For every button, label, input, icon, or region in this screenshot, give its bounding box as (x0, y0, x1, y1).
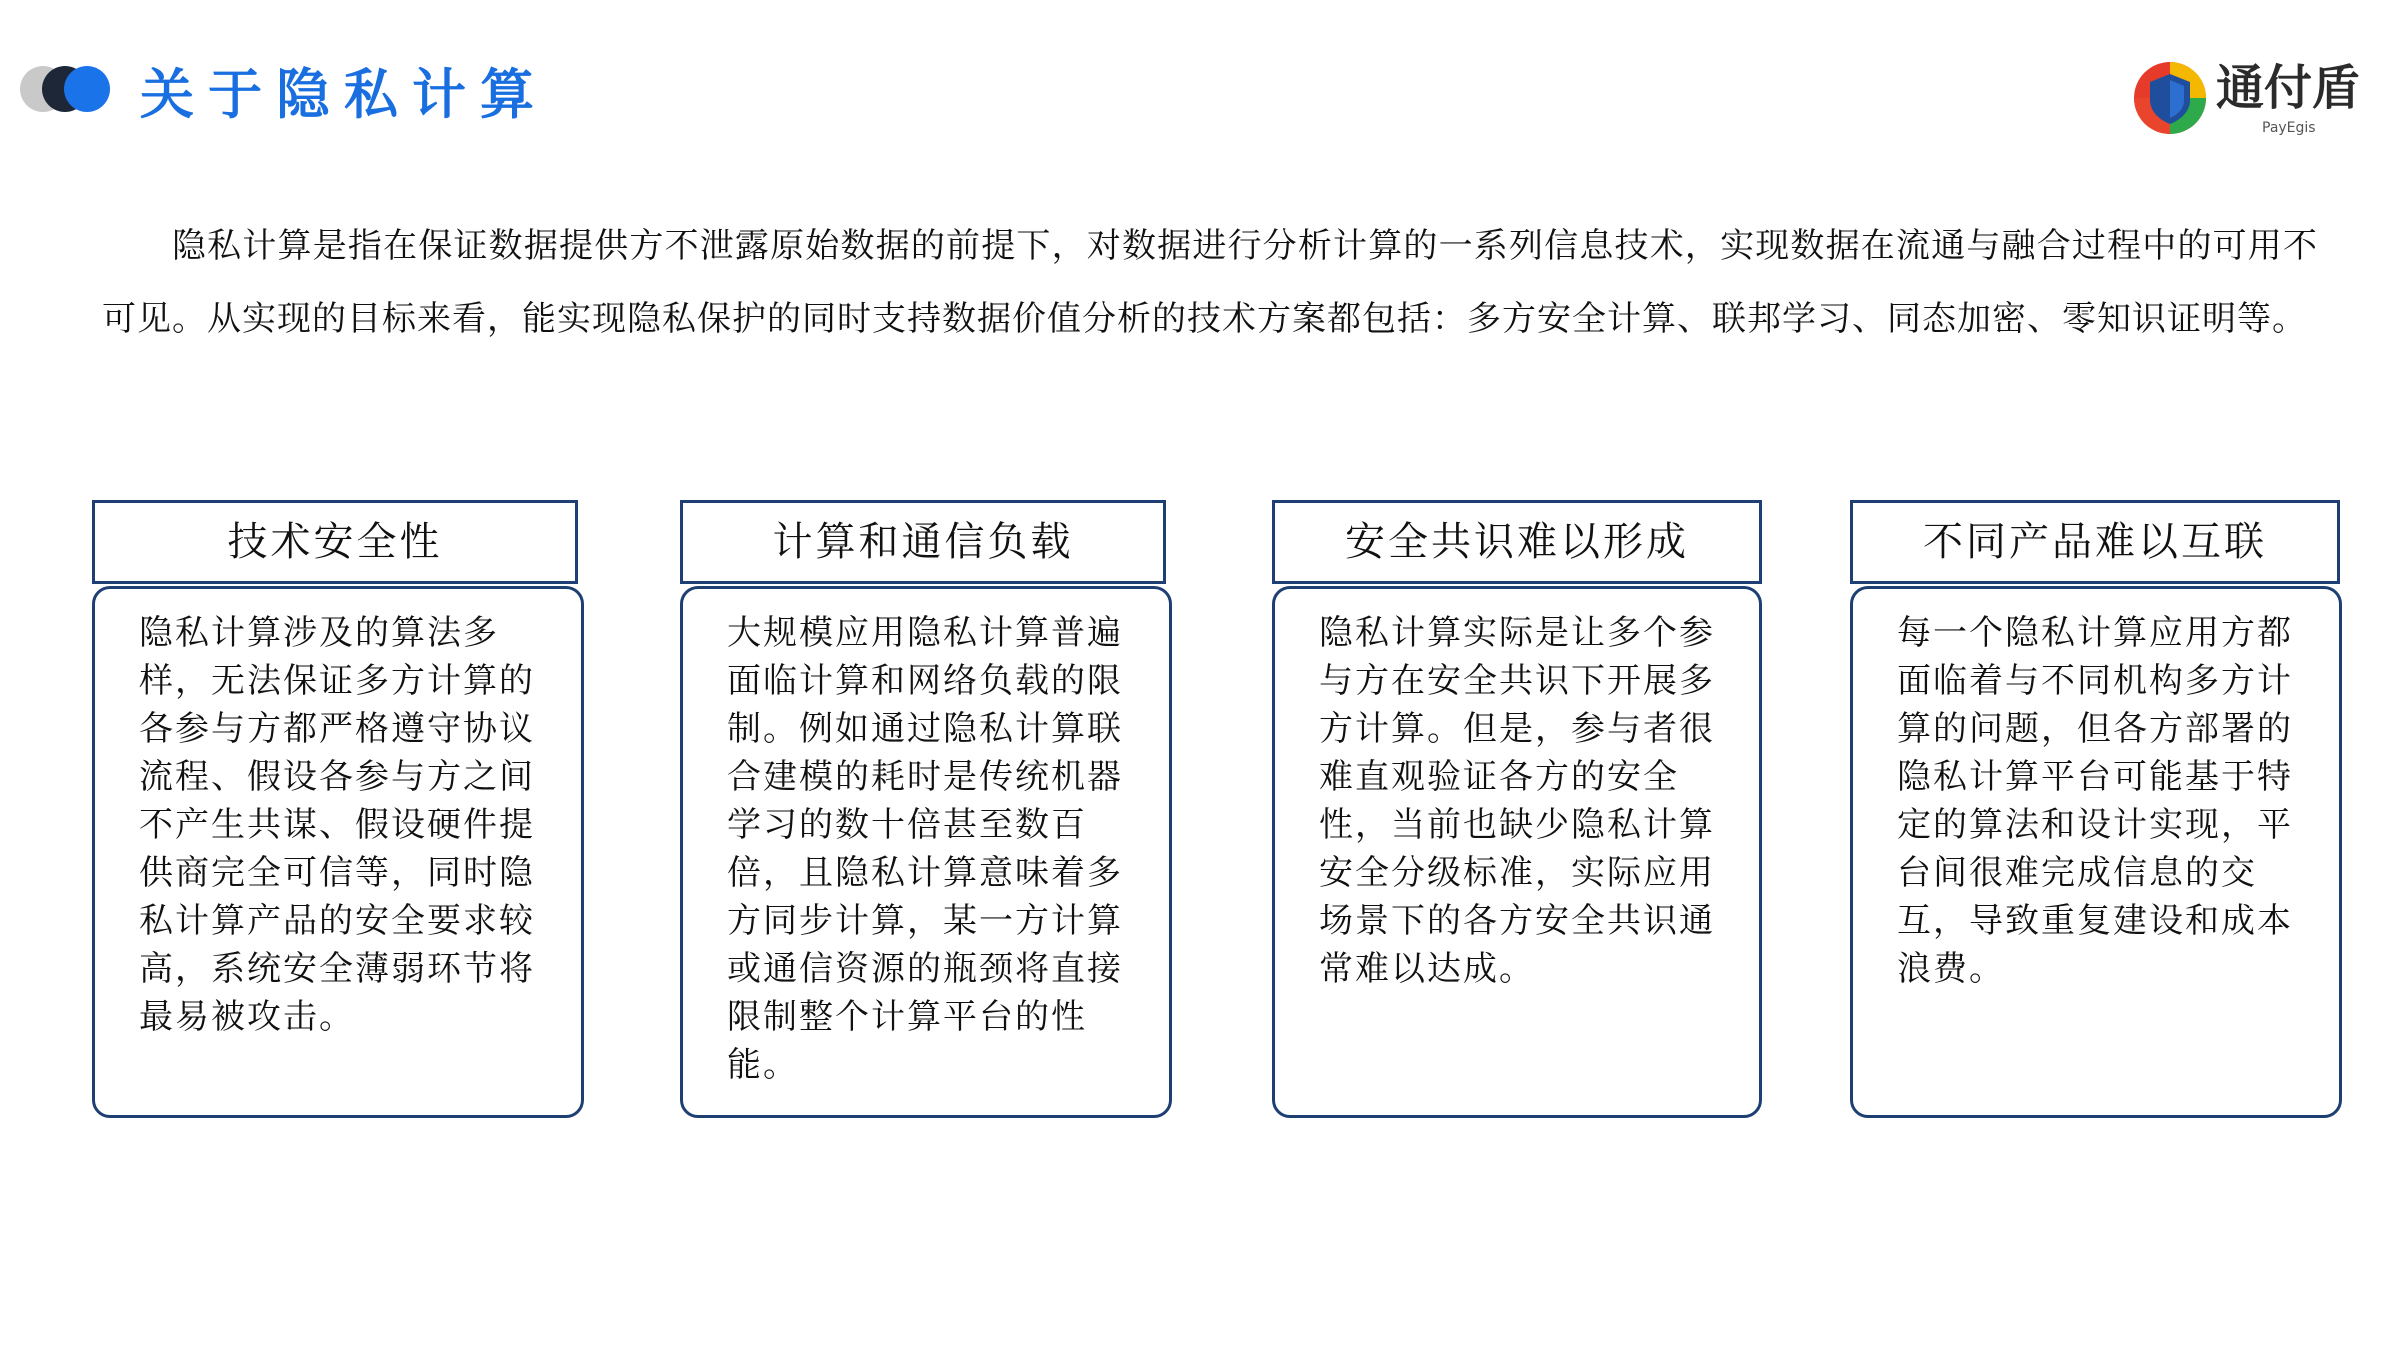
card-title: 计算和通信负载 (680, 500, 1166, 584)
intro-paragraph: 隐私计算是指在保证数据提供方不泄露原始数据的前提下，对数据进行分析计算的一系列信息技术，实现数据在流通与融合过程中的可用不可见。从实现的目标来看，能实现隐私保护的同时支持数据价值分析的技术方案都包括：多方安全计算、联邦学习、同态加密、零知识证明等。 (102, 226, 2318, 339)
card-title: 不同产品难以互联 (1850, 500, 2340, 584)
card-title: 技术安全性 (92, 500, 578, 584)
card-body: 大规模应用隐私计算普遍面临计算和网络负载的限制。例如通过隐私计算联合建模的耗时是传统机器学习的数十倍甚至数百倍，且隐私计算意味着多方同步计算，某一方计算或通信资源的瓶颈将直接限制整个计算平台的性能。 (680, 586, 1172, 1118)
page-title: 关于隐私计算 (140, 62, 548, 126)
company-logo (2132, 54, 2382, 144)
blue-dot (64, 66, 110, 112)
title-decoration-dots (20, 64, 112, 114)
card-body: 每一个隐私计算应用方都面临着与不同机构多方计算的问题，但各方部署的隐私计算平台可能基于特定的算法和设计实现，平台间很难完成信息的交互，导致重复建设和成本浪费。 (1850, 586, 2342, 1118)
card-body: 隐私计算涉及的算法多样，无法保证多方计算的各参与方都严格遵守协议流程、假设各参与方之间不产生共谋、假设硬件提供商完全可信等，同时隐私计算产品的安全要求较高，系统安全薄弱环节将最易被攻击。 (92, 586, 584, 1118)
logo-english-name: PayEgis (2262, 120, 2316, 136)
card-body: 隐私计算实际是让多个参与方在安全共识下开展多方计算。但是，参与者很难直观验证各方的安全性，当前也缺少隐私计算安全分级标准，实际应用场景下的各方安全共识通常难以达成。 (1272, 586, 1762, 1118)
logo-wordmark: 通付盾 (2216, 60, 2361, 116)
card-title: 安全共识难以形成 (1272, 500, 1762, 584)
shield-logo-icon (2132, 60, 2208, 136)
